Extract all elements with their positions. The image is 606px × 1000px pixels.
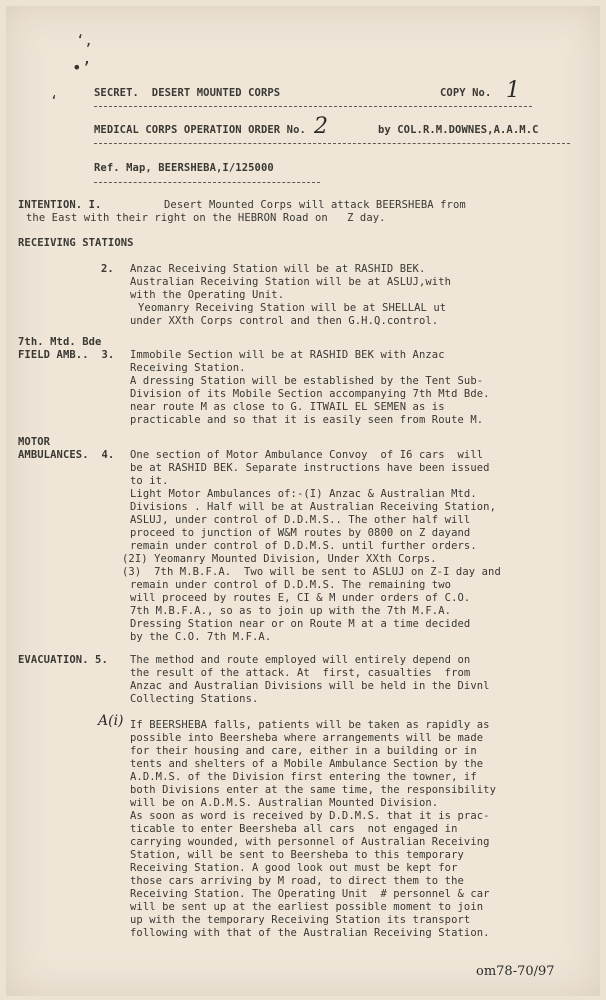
order-title: MEDICAL CORPS OPERATION ORDER No. <box>94 124 306 136</box>
order-number: 2 <box>314 114 328 139</box>
receiving-line: Yeomanry Receiving Station will be at SHELLAL ut <box>138 302 447 314</box>
motor-line: be at RASHID BEK. Separate instructions have been issued <box>130 462 490 474</box>
motor-line: Dressing Station near or on Route M at a time decided <box>130 618 471 630</box>
motor-label-1: MOTOR <box>18 436 51 448</box>
receiving-line: with the Operating Unit. <box>130 289 285 301</box>
para-a-line: carrying wounded, with personnel of Australian Receiving <box>130 836 490 848</box>
para-a-line: for their housing and care, either in a building or in <box>130 745 477 757</box>
para-a-line: those cars arriving by M road, to direct them to the <box>130 875 464 887</box>
receiving-line: Anzac Receiving Station will be at RASHID BEK. <box>130 263 426 275</box>
copy-number: 1 <box>506 78 520 103</box>
para-a-line: both Divisions enter at the same time, the responsibility <box>130 784 497 796</box>
para-a-line: A.D.M.S. of the Division first entering the towner, if <box>130 771 477 783</box>
intention-line: Desert Mounted Corps will attack BEERSHEBA from <box>164 199 466 211</box>
para-a-line: Station, will be sent to Beersheba to this temporary <box>130 849 464 861</box>
evacuation-line: Collecting Stations. <box>130 693 259 705</box>
motor-line: One section of Motor Ambulance Convoy of I6 cars will <box>130 449 484 461</box>
motor-line: will proceed by routes E, CI & M under orders of C.O. <box>130 592 471 604</box>
evacuation-line: Anzac and Australian Divisions will be held in the Divnl <box>130 680 490 692</box>
motor-line: Light Motor Ambulances of:-(I) Anzac & Australian Mtd. <box>130 488 477 500</box>
motor-label-2: AMBULANCES. 4. <box>18 449 115 461</box>
para-a-line: Receiving Station. A good look out must be kept for <box>130 862 458 874</box>
motor-line: ASLUJ, under control of D.D.M.S.. The other half will <box>130 514 471 526</box>
motor-line: 7th M.B.F.A., so as to join up with the 7th M.F.A. <box>130 605 452 617</box>
field-amb-line: Division of its Mobile Section accompanying 7th Mtd Bde. <box>130 388 490 400</box>
para-a-line: As soon as word is received by D.D.M.S. that it is prac- <box>130 810 490 822</box>
para-a-line: tents and shelters of a Mobile Ambulance Section by the <box>130 758 484 770</box>
receiving-line: Australian Receiving Station will be at ASLUJ,with <box>130 276 452 288</box>
field-amb-line: Receiving Station. <box>130 362 246 374</box>
evacuation-label: EVACUATION. 5. <box>18 654 108 666</box>
para-a-line: following with that of the Australian Receiving Station. <box>130 927 490 939</box>
header-rule-2 <box>94 143 570 144</box>
intention-line: the East with their right on the HEBRON Road on Z day. <box>26 212 386 224</box>
motor-line: (2I) Yeomanry Mounted Division, Under XXth Corps. <box>122 553 437 565</box>
para-a-line: will be sent up at the earliest possible moment to join <box>130 901 484 913</box>
field-amb-line: A dressing Station will be established by the Tent Sub- <box>130 375 484 387</box>
secret-heading: SECRET. DESERT MOUNTED CORPS <box>94 87 281 99</box>
para-a-line: Receiving Station. The Operating Unit # personnel & car <box>130 888 490 900</box>
field-amb-line: practicable and so that it is easily seen from Route M. <box>130 414 484 426</box>
para-a-line: will be on A.D.M.S. Australian Mounted Division. <box>130 797 439 809</box>
field-amb-label-2: FIELD AMB.. 3. <box>18 349 115 361</box>
ink-mark-2: •’ <box>72 58 92 77</box>
para-marker: A(i) <box>98 713 124 729</box>
ink-mark-3: ‘ <box>50 94 58 109</box>
ref-map: Ref. Map, BEERSHEBA,I/125000 <box>94 162 274 174</box>
motor-line: to it. <box>130 475 169 487</box>
evacuation-line: the result of the attack. At first, casualties from <box>130 667 471 679</box>
copy-label: COPY No. <box>440 87 492 99</box>
ink-mark-1: ‘, <box>76 33 93 49</box>
document-page <box>6 6 600 996</box>
motor-line: remain under control of D.D.M.S. The remaining two <box>130 579 452 591</box>
intention-label: INTENTION. I. <box>18 199 102 211</box>
receiving-line: under XXth Corps control and then G.H.Q.control. <box>130 315 439 327</box>
motor-line: (3) 7th M.B.F.A. Two will be sent to ASLUJ on Z-I day and <box>122 566 501 578</box>
motor-line: proceed to junction of W&M routes by 0800 on Z dayand <box>130 527 471 539</box>
para-a-line: possible into Beersheba where arrangements will be made <box>130 732 484 744</box>
para-a-line: ticable to enter Beersheba all cars not engaged in <box>130 823 458 835</box>
motor-line: remain under control of D.D.M.S. until further orders. <box>130 540 477 552</box>
motor-line: Divisions . Half will be at Australian Receiving Station, <box>130 501 497 513</box>
field-amb-label-1: 7th. Mtd. Bde <box>18 336 102 348</box>
order-author: by COL.R.M.DOWNES,A.A.M.C <box>378 124 539 136</box>
motor-line: by the C.O. 7th M.F.A. <box>130 631 272 643</box>
receiving-heading: RECEIVING STATIONS <box>18 237 134 249</box>
para-a-line: up with the temporary Receiving Station its transport <box>130 914 471 926</box>
header-rule-3 <box>94 182 320 183</box>
para-a-line: If BEERSHEBA falls, patients will be taken as rapidly as <box>130 719 490 731</box>
receiving-num: 2. <box>101 263 114 275</box>
field-amb-line: near route M as close to G. ITWAIL EL SEMEN as is <box>130 401 445 413</box>
archive-reference: om78-70/97 <box>476 964 555 979</box>
field-amb-line: Immobile Section will be at RASHID BEK with Anzac <box>130 349 445 361</box>
header-rule-1 <box>94 106 532 107</box>
evacuation-line: The method and route employed will entirely depend on <box>130 654 471 666</box>
